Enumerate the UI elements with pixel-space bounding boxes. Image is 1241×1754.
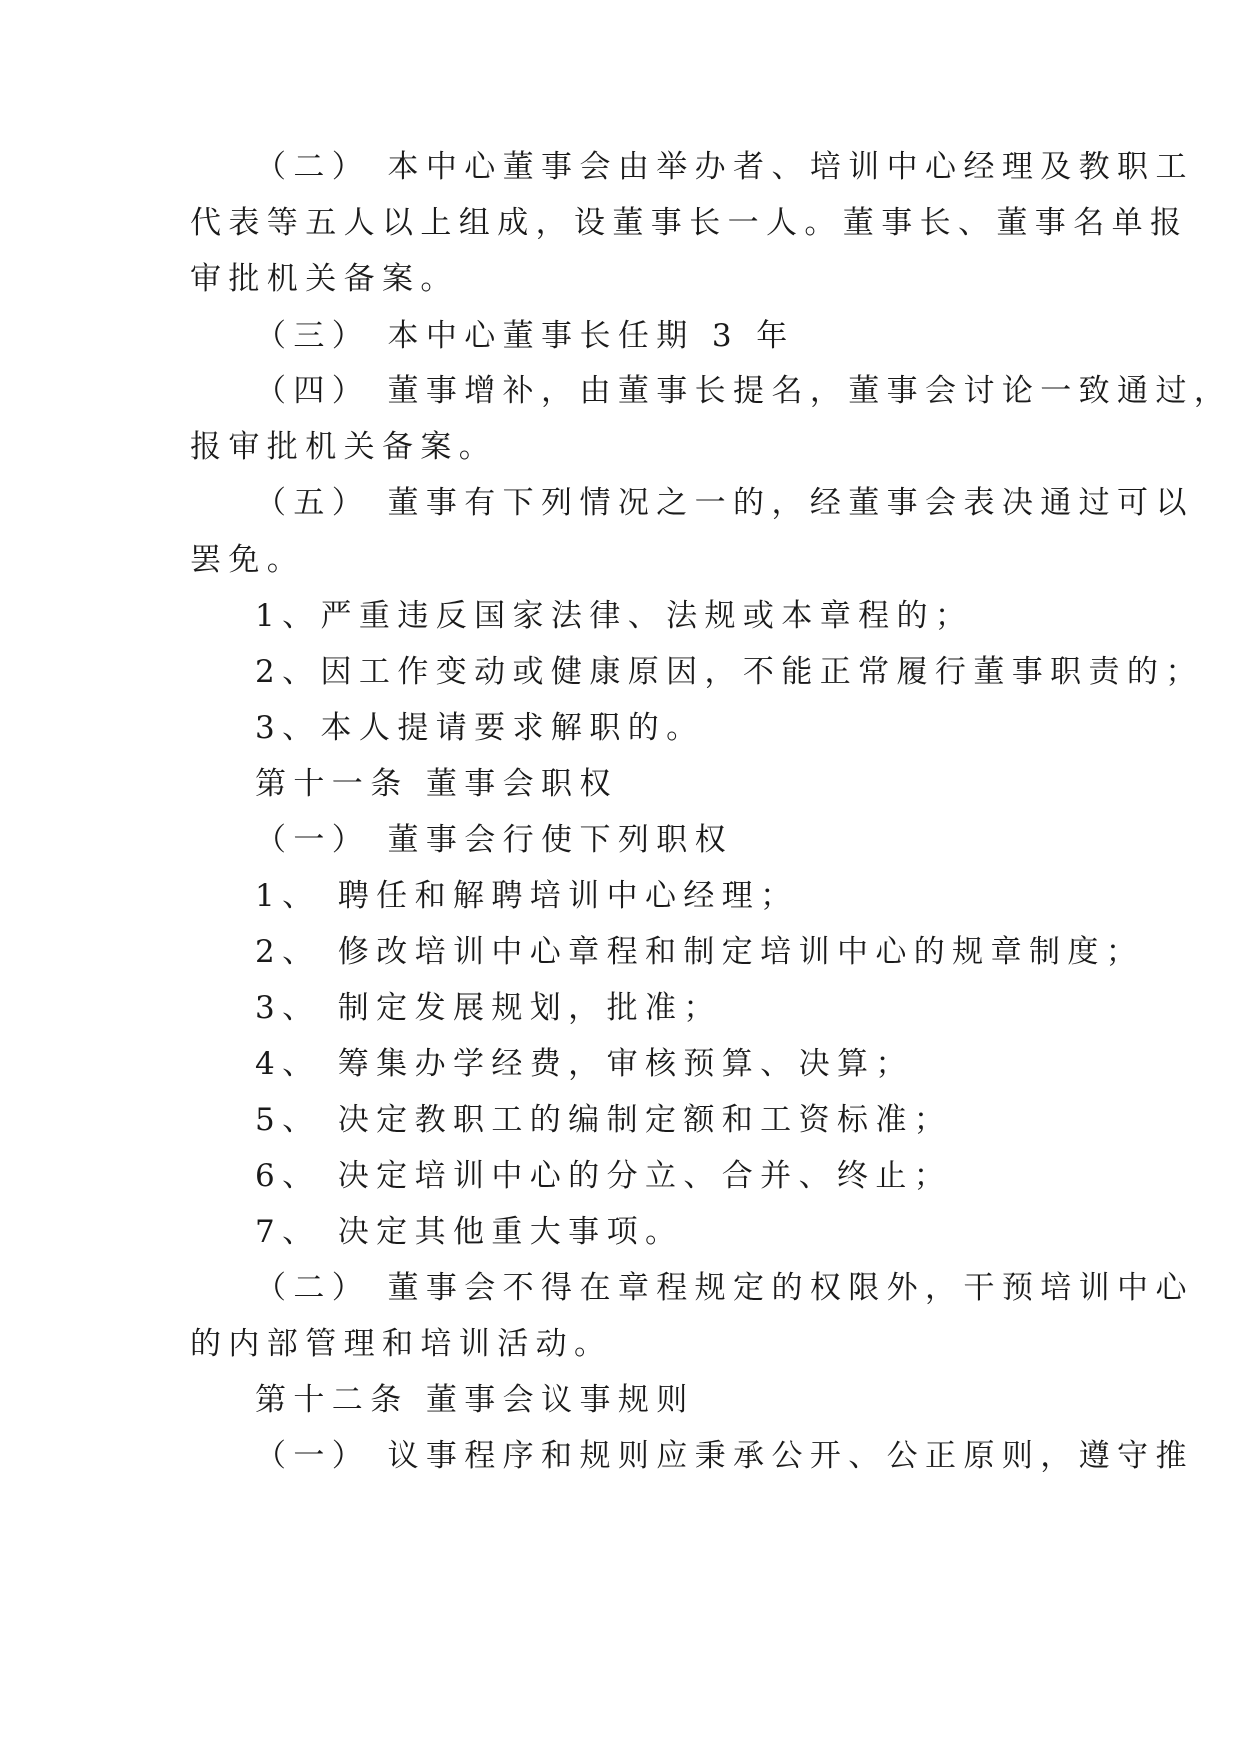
section-heading: 第十一条 董事会职权	[255, 766, 618, 802]
paragraph-line: （三） 本中心董事长任期 3 年	[255, 318, 795, 354]
paragraph-line: 报审批机关备案。	[190, 429, 498, 465]
list-item: 6、 决定培训中心的分立、合并、终止；	[255, 1158, 953, 1194]
paragraph-line: （一） 董事会行使下列职权	[255, 822, 734, 858]
list-item: 3、 制定发展规划，批准；	[255, 990, 722, 1026]
paragraph-line: （二） 董事会不得在章程规定的权限外，干预培训中心	[255, 1270, 1194, 1306]
list-item: 3、本人提请要求解职的。	[255, 710, 705, 746]
list-item: 4、 筹集办学经费，审核预算、决算；	[255, 1046, 914, 1082]
paragraph-line: 代表等五人以上组成，设董事长一人。董事长、董事名单报	[190, 205, 1189, 241]
list-item: 1、严重违反国家法律、法规或本章程的；	[255, 598, 974, 634]
paragraph-line: （二） 本中心董事会由举办者、培训中心经理及教职工	[255, 149, 1194, 185]
list-item: 7、 决定其他重大事项。	[255, 1214, 684, 1250]
paragraph-line: （四） 董事增补，由董事长提名，董事会讨论一致通过，	[255, 373, 1233, 409]
list-item: 2、 修改培训中心章程和制定培训中心的规章制度；	[255, 934, 1145, 970]
section-heading: 第十二条 董事会议事规则	[255, 1382, 695, 1418]
paragraph-line: 审批机关备案。	[190, 261, 459, 297]
paragraph-line: （五） 董事有下列情况之一的，经董事会表决通过可以	[255, 485, 1194, 521]
list-item: 5、 决定教职工的编制定额和工资标准；	[255, 1102, 953, 1138]
paragraph-line: （一） 议事程序和规则应秉承公开、公正原则，遵守推	[255, 1438, 1194, 1474]
list-item: 2、因工作变动或健康原因，不能正常履行董事职责的；	[255, 654, 1204, 690]
paragraph-line: 罢免。	[190, 542, 306, 578]
paragraph-line: 的内部管理和培训活动。	[190, 1326, 613, 1362]
list-item: 1、 聘任和解聘培训中心经理；	[255, 878, 799, 914]
